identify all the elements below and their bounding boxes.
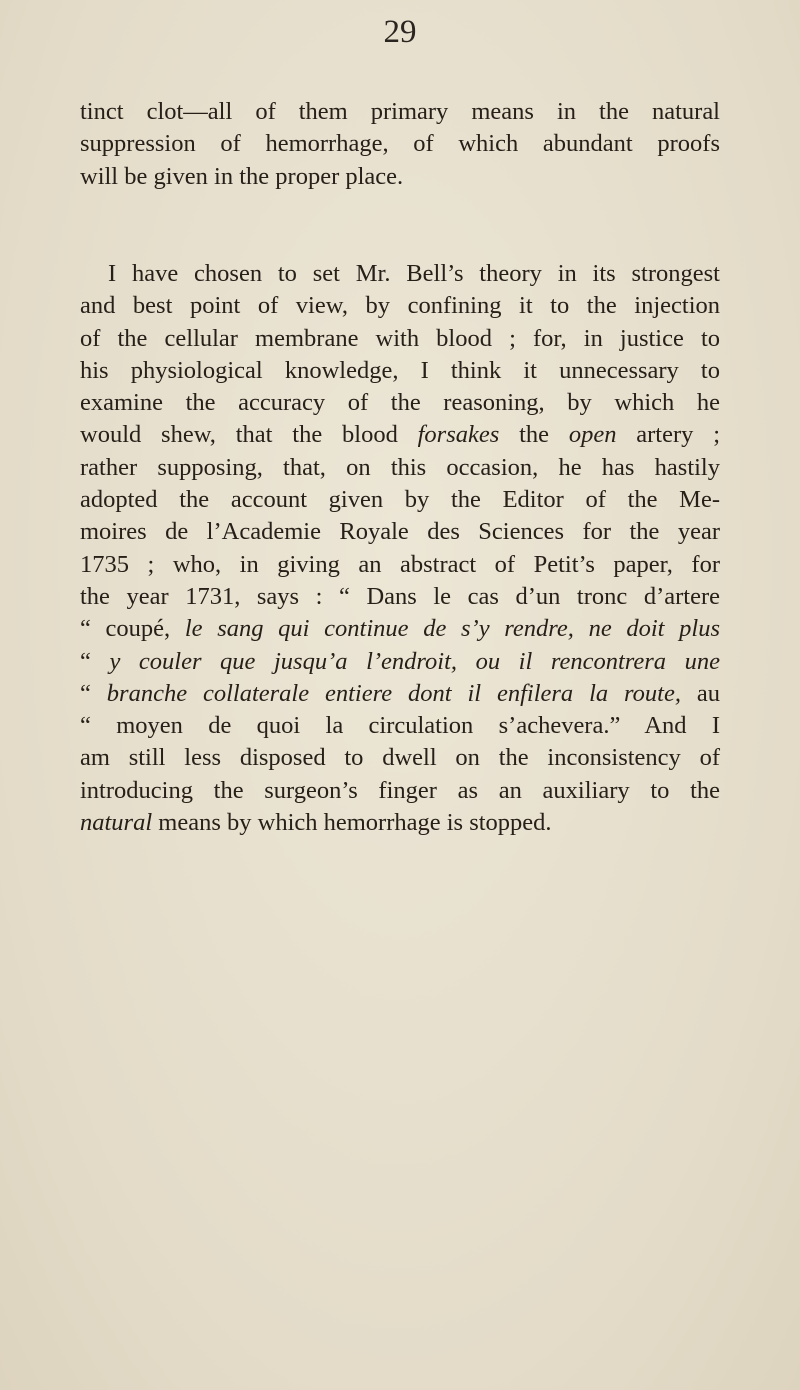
- text-run: I have chosen to set Mr. Bell’s theory in its strongest: [108, 260, 720, 287]
- page-number: 29: [383, 14, 417, 50]
- text-line: [80, 549, 720, 581]
- italic-run: branche collaterale entiere dont il enfilera la route,: [106, 679, 681, 707]
- text-run: would shew, that the blood: [80, 421, 418, 449]
- text-run: am still less disposed to dwell on the inconsistency of: [80, 744, 720, 772]
- text-line: [80, 258, 720, 290]
- italic-run: forsakes: [417, 421, 500, 449]
- paragraph-1: [80, 96, 720, 193]
- text-line: [80, 323, 720, 355]
- text-run: the: [499, 421, 569, 449]
- text-line: [80, 678, 720, 710]
- text-run: tinct clot—all of them primary means in the natural: [80, 98, 720, 125]
- text-run: “: [80, 647, 110, 675]
- text-line: [80, 419, 720, 451]
- text-line: [80, 96, 720, 128]
- text-line: [80, 484, 720, 516]
- text-line: [80, 710, 720, 742]
- text-run: adopted the account given by the Editor of the Me-: [80, 486, 720, 514]
- italic-run: le sang qui continue de s’y rendre, ne doit plus: [184, 615, 720, 643]
- text-run: of the cellular membrane with blood ; for, in justice to: [80, 324, 720, 352]
- text-run: “: [80, 679, 107, 707]
- text-run: rather supposing, that, on this occasion, he has hastily: [80, 453, 720, 481]
- text-run: will be given in the proper place.: [80, 162, 404, 190]
- text-line: [80, 742, 720, 774]
- text-run: 1735 ; who, in giving an abstract of Petit’s paper, for: [80, 550, 720, 578]
- text-line: [80, 613, 720, 645]
- paragraph-2: [80, 258, 720, 839]
- text-run: au: [680, 679, 720, 707]
- italic-run: y couler que jusqu’a l’endroit, ou il rencontrera une: [109, 647, 721, 675]
- text-line: [80, 775, 720, 807]
- text-run: means by which hemorrhage is stopped.: [152, 809, 552, 837]
- italic-run: natural: [80, 809, 153, 837]
- text-run: his physiological knowledge, I think it unnecessary to: [80, 356, 720, 384]
- text-line: [80, 581, 720, 613]
- text-line: [80, 387, 720, 419]
- text-run: introducing the surgeon’s finger as an auxiliary to the: [80, 776, 720, 804]
- text-run: “ coupé,: [80, 615, 185, 643]
- text-line: [80, 128, 720, 160]
- italic-run: open: [568, 421, 617, 449]
- text-run: the year 1731, says : “ Dans le cas d’un tronc d’artere: [80, 582, 720, 610]
- text-run: and best point of view, by confining it to the injection: [80, 292, 720, 320]
- text-run: moires de l’Academie Royale des Sciences for the year: [80, 518, 720, 546]
- text-run: suppression of hemorrhage, of which abundant proofs: [80, 130, 720, 158]
- text-run: “ moyen de quoi la circulation s’achevera.” And I: [80, 712, 720, 740]
- text-line: [80, 646, 720, 678]
- text-run: examine the accuracy of the reasoning, by which he: [80, 389, 720, 417]
- text-line: [80, 807, 720, 839]
- text-line: [80, 452, 720, 484]
- text-line: [80, 290, 720, 322]
- text-line: [80, 516, 720, 548]
- text-line: [80, 355, 720, 387]
- text-line: [80, 161, 720, 193]
- text-run: artery ;: [616, 421, 720, 449]
